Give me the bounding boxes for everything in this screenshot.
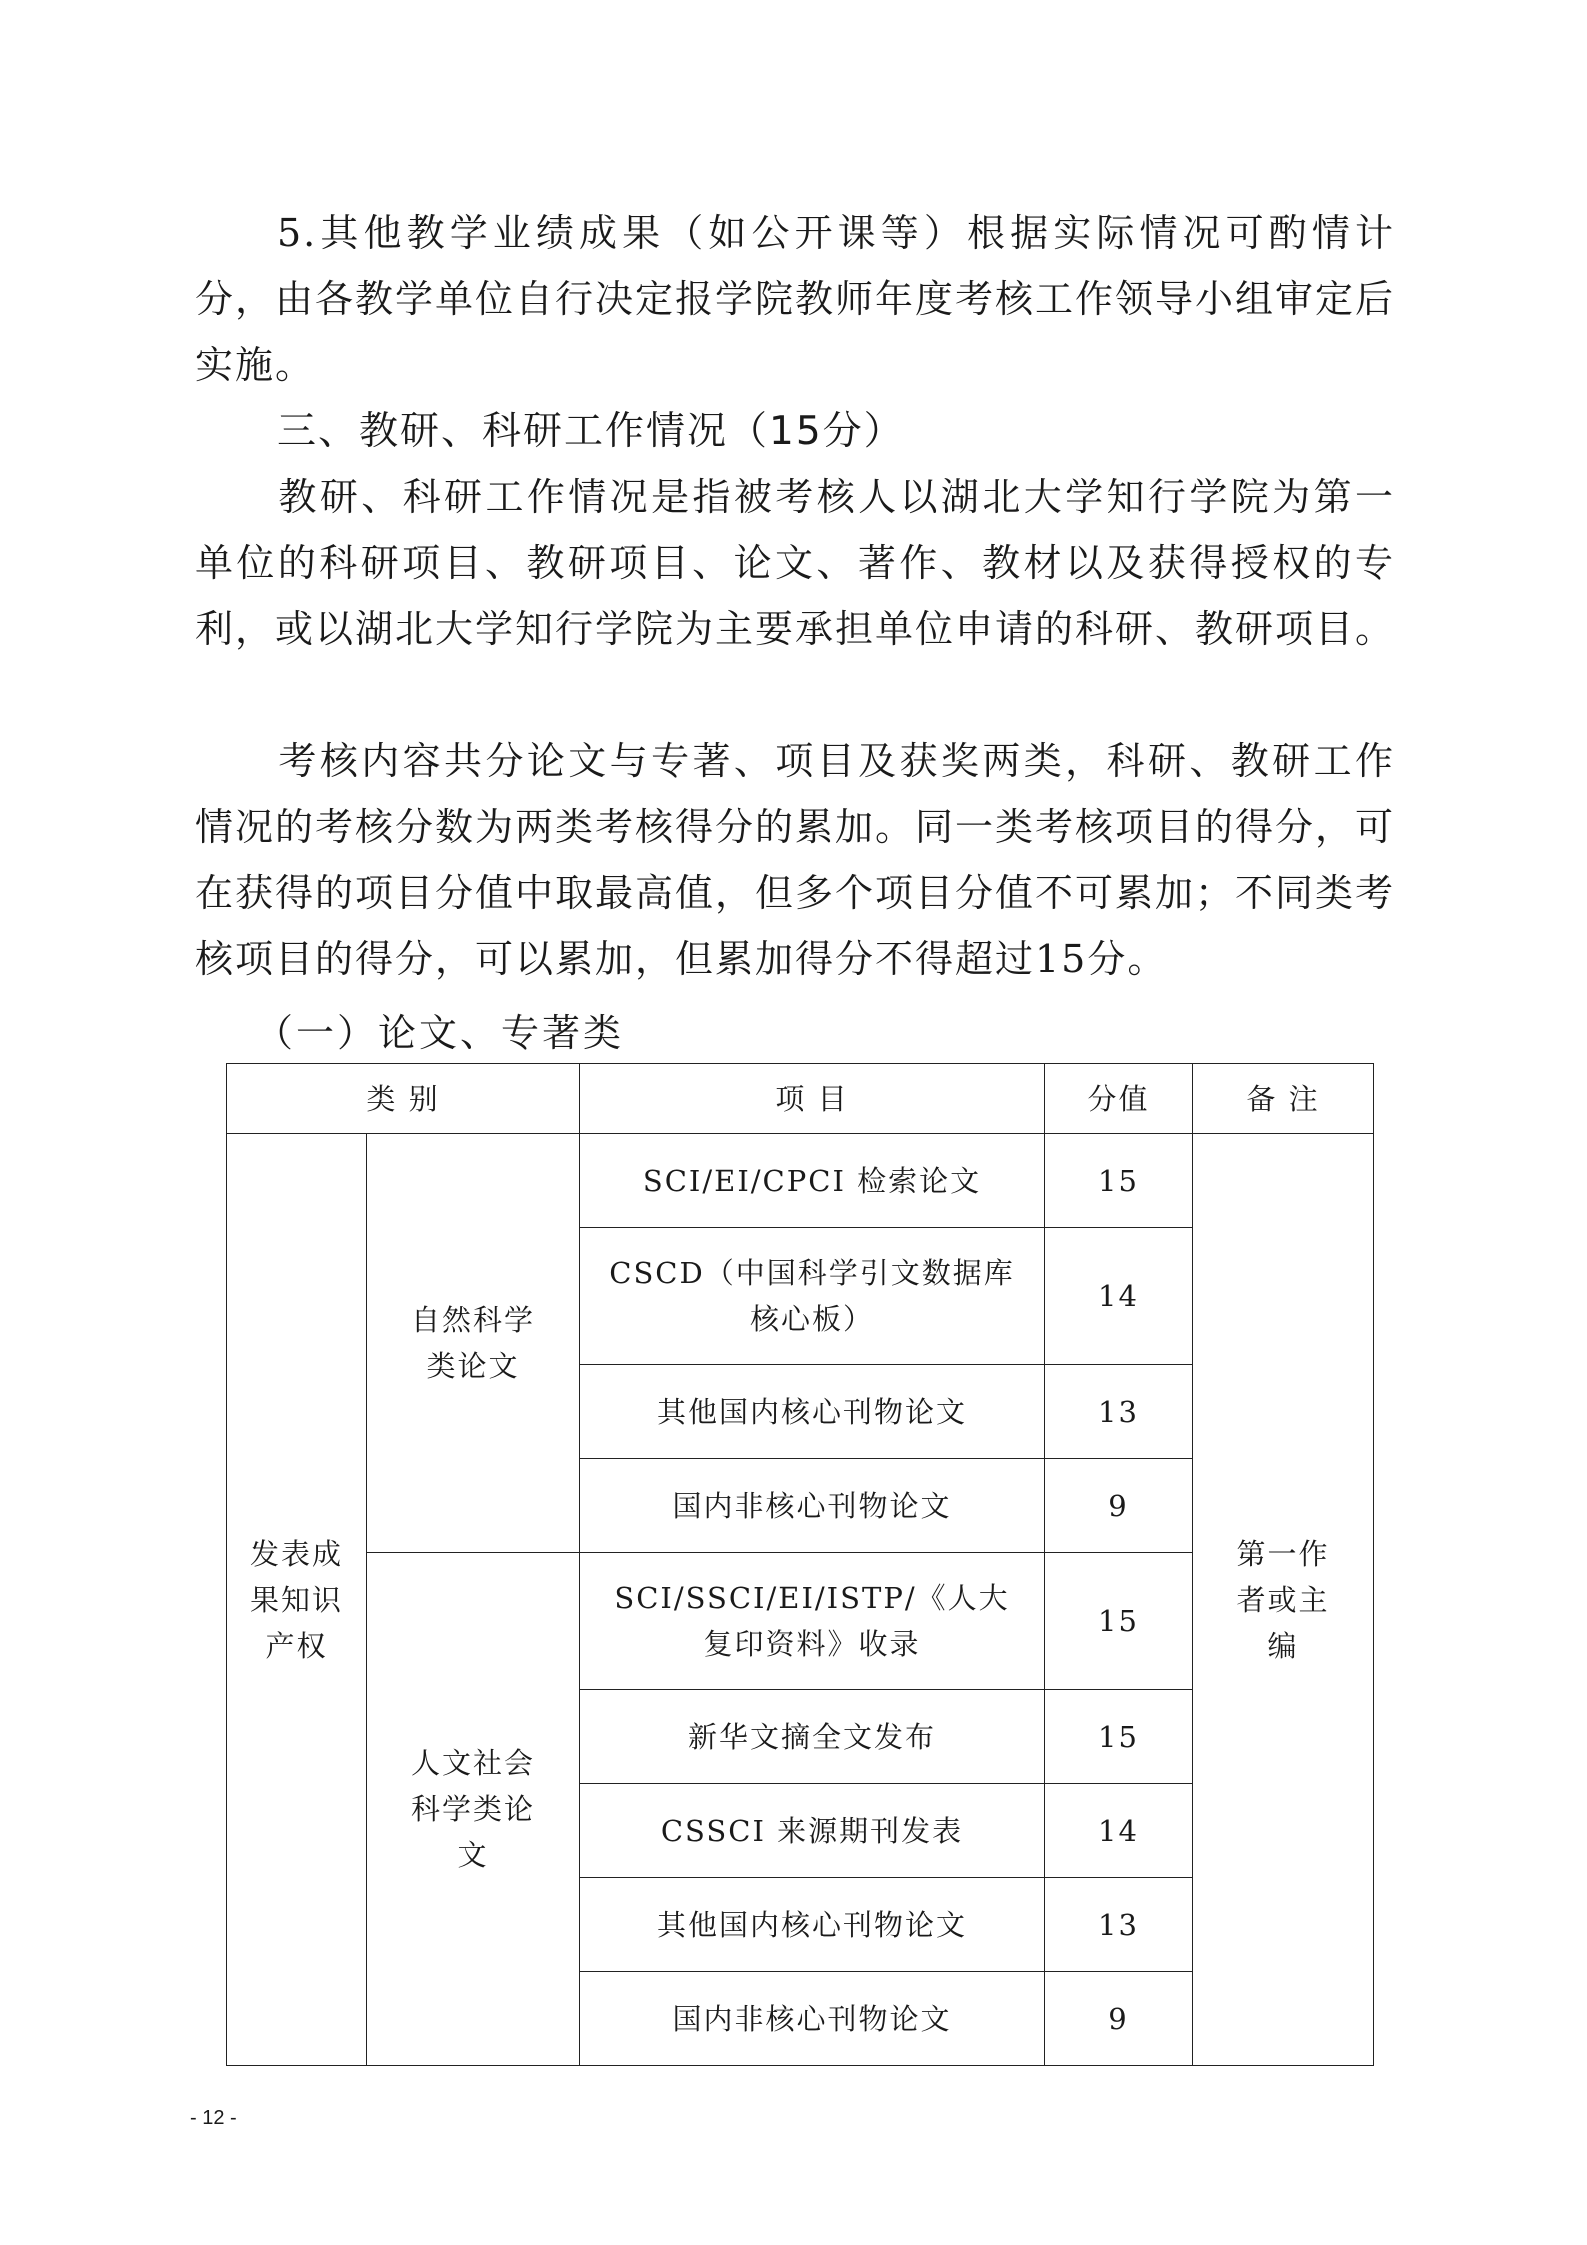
score-cell: 14	[1045, 1228, 1193, 1365]
item-cell: SCI/EI/CPCI 检索论文	[580, 1134, 1045, 1228]
subgroup-cell-social-science	[367, 1553, 580, 2066]
score-cell: 13	[1045, 1365, 1193, 1459]
header-item: 项 目	[580, 1064, 1045, 1134]
header-remark: 备 注	[1193, 1064, 1374, 1134]
scoring-table	[226, 1063, 1374, 2066]
table-header-row	[227, 1064, 1374, 1134]
subgroup-label: 人文社会科学类论文	[410, 1746, 535, 1872]
item-cell: 新华文摘全文发布	[580, 1690, 1045, 1784]
paragraph-definition	[195, 464, 1395, 662]
table-row	[227, 1134, 1374, 1228]
paragraph-other-achievements	[195, 200, 1395, 398]
remark-label: 第一作者或主编	[1236, 1536, 1330, 1663]
sub-heading: （一）论文、专著类	[255, 1011, 625, 1055]
subgroup-label: 自然科学类论文	[410, 1303, 535, 1383]
score-cell: 9	[1045, 1972, 1193, 2066]
paragraph-text: 5.其他教学业绩成果（如公开课等）根据实际情况可酌情计分，由各教学单位自行决定报学院教师年度考核工作领导小组审定后实施。	[195, 211, 1396, 387]
page-number: - 12 -	[190, 2107, 237, 2129]
header-score: 分值	[1045, 1064, 1193, 1134]
score-cell: 14	[1045, 1784, 1193, 1878]
header-category: 类 别	[227, 1064, 580, 1134]
group-label: 发表成果知识产权	[249, 1536, 343, 1663]
paragraph-assessment	[195, 728, 1395, 992]
item-cell: 国内非核心刊物论文	[580, 1459, 1045, 1553]
item-cell: SCI/SSCI/EI/ISTP/《人大复印资料》收录	[580, 1553, 1045, 1690]
score-cell: 13	[1045, 1878, 1193, 1972]
score-cell: 9	[1045, 1459, 1193, 1553]
subgroup-cell-natural-science	[367, 1134, 580, 1553]
item-cell: CSSCI 来源期刊发表	[580, 1784, 1045, 1878]
paragraph-text: 教研、科研工作情况是指被考核人以湖北大学知行学院为第一单位的科研项目、教研项目、论文、著作、教材以及获得授权的专利，或以湖北大学知行学院为主要承担单位申请的科研、教研项目。	[195, 475, 1396, 651]
group-cell	[227, 1134, 367, 2066]
item-cell: 其他国内核心刊物论文	[580, 1878, 1045, 1972]
item-cell: 国内非核心刊物论文	[580, 1972, 1045, 2066]
paragraph-text: 考核内容共分论文与专著、项目及获奖两类，科研、教研工作情况的考核分数为两类考核得分的累加。同一类考核项目的得分，可在获得的项目分值中取最高值，但多个项目分值不可累加；不同类考核项目的得分，可以累加，但累加得分不得超过15分。	[195, 739, 1396, 981]
item-cell: 其他国内核心刊物论文	[580, 1365, 1045, 1459]
remark-cell	[1193, 1134, 1374, 2066]
item-cell: CSCD（中国科学引文数据库核心板）	[580, 1228, 1045, 1365]
score-cell: 15	[1045, 1690, 1193, 1784]
score-cell: 15	[1045, 1553, 1193, 1690]
section-heading: 三、教研、科研工作情况（15分）	[277, 409, 905, 454]
score-cell: 15	[1045, 1134, 1193, 1228]
